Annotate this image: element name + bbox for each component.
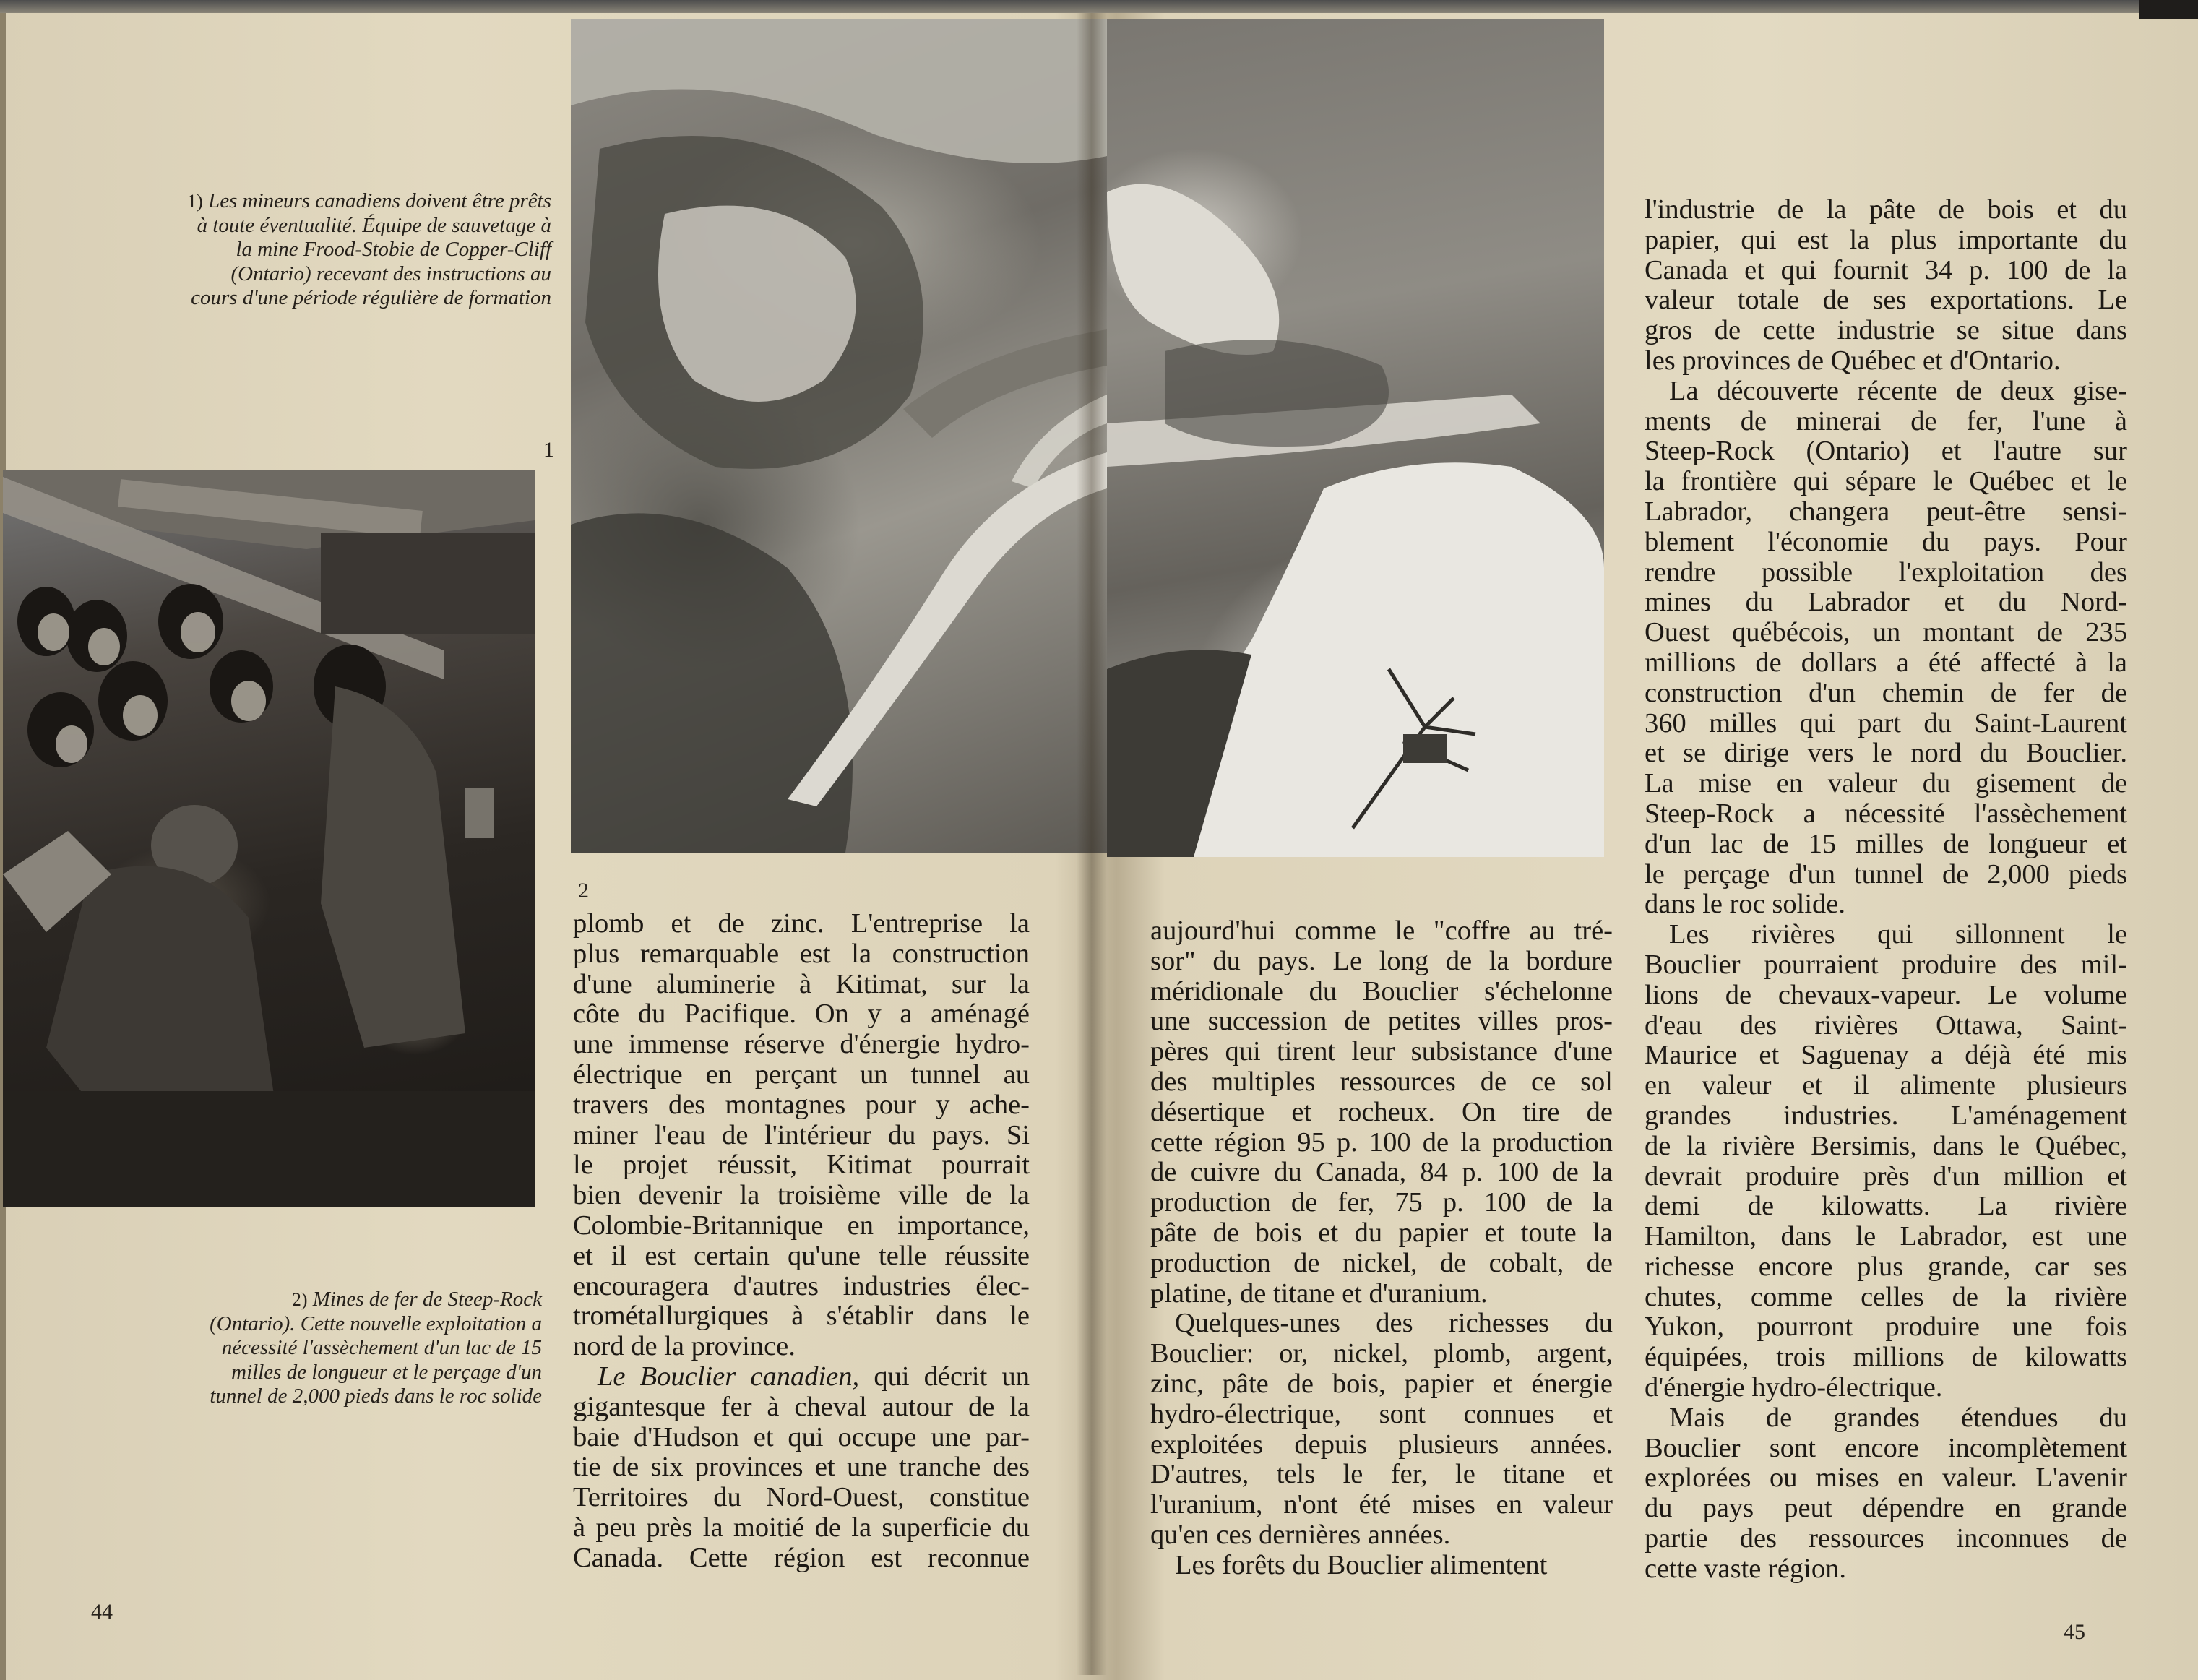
photo-number-2: 2	[578, 879, 589, 903]
text-line: Colombie-Britannique en importance,	[573, 1210, 1030, 1241]
text-line: lions de chevaux-vapeur. Le volume	[1645, 979, 2127, 1010]
text-line: platine, de titane et d'uranium.	[1150, 1278, 1488, 1309]
text-line: Bouclier sont encore incomplètement	[1645, 1432, 2127, 1463]
text-line: sor" du pays. Le long de la bordure	[1150, 945, 1613, 976]
text-line: la frontière qui sépare le Québec et le	[1645, 466, 2127, 497]
text-line: en valeur et il alimente plusieurs	[1645, 1070, 2127, 1101]
text-line: à peu près la moitié de la superficie du	[573, 1512, 1030, 1543]
text-line: Les rivières qui sillonnent le	[1669, 919, 2127, 950]
text-fragment: qui décrit un	[859, 1361, 1030, 1392]
text-line: Ouest québécois, un montant de 235	[1645, 617, 2127, 648]
text-line: pâte de bois et du papier et toute la	[1150, 1217, 1613, 1248]
text-line: du pays peut dépendre en grande	[1645, 1493, 2127, 1524]
text-line: de la rivière Bersimis, dans le Québec,	[1645, 1130, 2127, 1161]
text-line: cette vaste région.	[1645, 1553, 1846, 1584]
text-line: La découverte récente de deux gise-	[1669, 375, 2127, 406]
text-line: les provinces de Québec et d'Ontario.	[1645, 345, 2061, 376]
caption-photo-1	[181, 189, 551, 311]
text-line: explorées ou mises en valeur. L'avenir	[1645, 1463, 2127, 1494]
page-number-right: 45	[2064, 1620, 2085, 1644]
text-line: Quelques-unes des richesses du	[1175, 1308, 1613, 1339]
caption-text: Mines de fer de Steep-Rock (Ontario). Cette nouvelle exploitation a nécessité l'assèchement d'un lac de 15 milles de longueur et le perçage d'un tunnel de 2,000 pieds dans le roc solide	[210, 1288, 542, 1408]
text-line: d'une aluminerie à Kitimat, sur la	[573, 968, 1030, 999]
body-text-column-right	[1645, 195, 2127, 1585]
text-line: Canada et qui fournit 34 p. 100 de la	[1645, 254, 2127, 285]
text-line: chutes, comme celles de la rivière	[1645, 1281, 2127, 1312]
body-text-column-left	[573, 909, 1030, 1574]
text-line: de cuivre du Canada, 84 p. 100 de la	[1150, 1157, 1613, 1188]
text-line: une succession de petites villes pros-	[1150, 1006, 1613, 1037]
caption-photo-2	[202, 1288, 542, 1409]
text-line: plus remarquable est la construction	[573, 938, 1030, 969]
text-line: ments de minerai de fer, l'une à	[1645, 405, 2127, 436]
text-line: bien devenir la troisième ville de la	[573, 1180, 1030, 1211]
text-line: demi de kilowatts. La rivière	[1645, 1191, 2127, 1222]
text-line: blement l'économie du pays. Pour	[1645, 526, 2127, 557]
text-line: une immense réserve d'énergie hydro-	[573, 1029, 1030, 1060]
text-line: partie des ressources inconnues de	[1645, 1523, 2127, 1554]
text-line: pères qui tirent leur subsistance d'une	[1150, 1036, 1613, 1067]
text-line: électrique en perçant un tunnel au	[573, 1059, 1030, 1090]
text-line: Steep-Rock (Ontario) et l'autre sur	[1645, 436, 2127, 467]
scan-corner	[2139, 0, 2198, 19]
text-line: des multiples ressources de ce sol	[1150, 1066, 1613, 1097]
text-line: et il est certain qu'une telle réussite	[573, 1240, 1030, 1271]
text-line: d'eau des rivières Ottawa, Saint-	[1645, 1009, 2127, 1041]
text-line: 360 milles qui part du Saint-Laurent	[1645, 707, 2127, 738]
text-line: papier, qui est la plus importante du	[1645, 224, 2127, 255]
text-line	[573, 1362, 1030, 1392]
text-line: baie d'Hudson et qui occupe une par-	[573, 1421, 1030, 1452]
text-line: Bouclier: or, nickel, plomb, argent,	[1150, 1338, 1613, 1369]
text-line: production de fer, 75 p. 100 de la	[1150, 1187, 1613, 1218]
text-line: construction d'un chemin de fer de	[1645, 677, 2127, 708]
caption-number: 1)	[187, 191, 203, 212]
text-line: dans le roc solide.	[1645, 889, 1845, 920]
text-line: exploitées depuis plusieurs années.	[1150, 1429, 1613, 1460]
book-gutter	[1077, 13, 1107, 1675]
text-line: gigantesque fer à cheval autour de la	[573, 1391, 1030, 1422]
text-line: Territoires du Nord-Ouest, constitue	[573, 1482, 1030, 1513]
caption-text: Les mineurs canadiens doivent être prêts à toute éventualité. Équipe de sauvetage à la mine Frood-Stobie de Copper-Cliff (Ontario) recevant des instructions au cours d'une période régulière de formation	[191, 189, 551, 309]
text-line: méridionale du Bouclier s'échelonne	[1150, 975, 1613, 1007]
text-line: Labrador, changera peut-être sensi-	[1645, 496, 2127, 527]
text-line: travers des montagnes pour y ache-	[573, 1089, 1030, 1120]
text-line: Steep-Rock a nécessité l'assèchement	[1645, 798, 2127, 829]
text-line: zinc, pâte de bois, papier et énergie	[1150, 1368, 1613, 1399]
text-line: tie de six provinces et une tranche des	[573, 1452, 1030, 1483]
text-line: hydro-électrique, sont connues et	[1150, 1398, 1613, 1429]
text-line: encouragera d'autres industries élec-	[573, 1270, 1030, 1301]
body-text-column-middle	[1150, 916, 1613, 1581]
text-line: aujourd'hui comme le "coffre au tré-	[1150, 916, 1613, 946]
italic-title: Le Bouclier canadien,	[598, 1361, 860, 1392]
text-line: côte du Pacifique. On y a aménagé	[573, 999, 1030, 1030]
text-line: Canada. Cette région est reconnue	[573, 1542, 1030, 1573]
page-number-left: 44	[91, 1600, 113, 1624]
text-line: miner l'eau de l'intérieur du pays. Si	[573, 1119, 1030, 1150]
photo-mine-rescue-team	[3, 470, 535, 1207]
text-line: Les forêts du Bouclier alimentent	[1175, 1549, 1548, 1580]
text-line: le projet réussit, Kitimat pourrait	[573, 1150, 1030, 1181]
text-line: production de nickel, de cobalt, de	[1150, 1247, 1613, 1278]
text-line: cette région 95 p. 100 de la production	[1150, 1127, 1613, 1158]
text-line: valeur totale de ses exportations. Le	[1645, 285, 2127, 316]
text-line: l'industrie de la pâte de bois et du	[1645, 194, 2127, 225]
photo-aerial-mine-right-half	[1107, 19, 1604, 857]
text-line: rendre possible l'exploitation des	[1645, 556, 2127, 587]
photo-aerial-mine-left-half	[571, 19, 1107, 853]
text-line: Mais de grandes étendues du	[1669, 1402, 2127, 1433]
text-line: l'uranium, n'ont été mises en valeur	[1150, 1489, 1613, 1520]
text-line: plomb et de zinc. L'entreprise la	[573, 908, 1030, 939]
text-line: trométallurgiques à s'établir dans le	[573, 1301, 1030, 1332]
caption-number: 2)	[291, 1289, 308, 1310]
text-line: d'un lac de 15 milles de longueur et	[1645, 828, 2127, 859]
text-line: gros de cette industrie se situe dans	[1645, 315, 2127, 346]
text-line: Yukon, pourront produire une fois	[1645, 1311, 2127, 1343]
text-line: équipées, trois millions de kilowatts	[1645, 1342, 2127, 1373]
text-line: millions de dollars a été affecté à la	[1645, 647, 2127, 678]
text-line: Maurice et Saguenay a déjà été mis	[1645, 1040, 2127, 1071]
text-line: D'autres, tels le fer, le titane et	[1150, 1459, 1613, 1490]
text-line: devrait produire près d'un million et	[1645, 1160, 2127, 1192]
text-line: nord de la province.	[573, 1331, 796, 1362]
text-line: mines du Labrador et du Nord-	[1645, 587, 2127, 618]
text-line: Bouclier pourraient produire des mil-	[1645, 949, 2127, 980]
photo-number-1: 1	[543, 438, 554, 462]
text-line: qu'en ces dernières années.	[1150, 1519, 1451, 1550]
text-line: Hamilton, dans le Labrador, est une	[1645, 1221, 2127, 1252]
text-line: richesse encore plus grande, car ses	[1645, 1251, 2127, 1282]
text-line: désertique et rocheux. On tire de	[1150, 1096, 1613, 1127]
scan-top-edge	[0, 0, 2198, 13]
text-line: La mise en valeur du gisement de	[1645, 768, 2127, 799]
text-line: d'énergie hydro-électrique.	[1645, 1372, 1943, 1403]
text-line: grandes industries. L'aménagement	[1645, 1100, 2127, 1131]
text-line: et se dirige vers le nord du Bouclier.	[1645, 738, 2127, 769]
text-line: le perçage d'un tunnel de 2,000 pieds	[1645, 858, 2127, 889]
